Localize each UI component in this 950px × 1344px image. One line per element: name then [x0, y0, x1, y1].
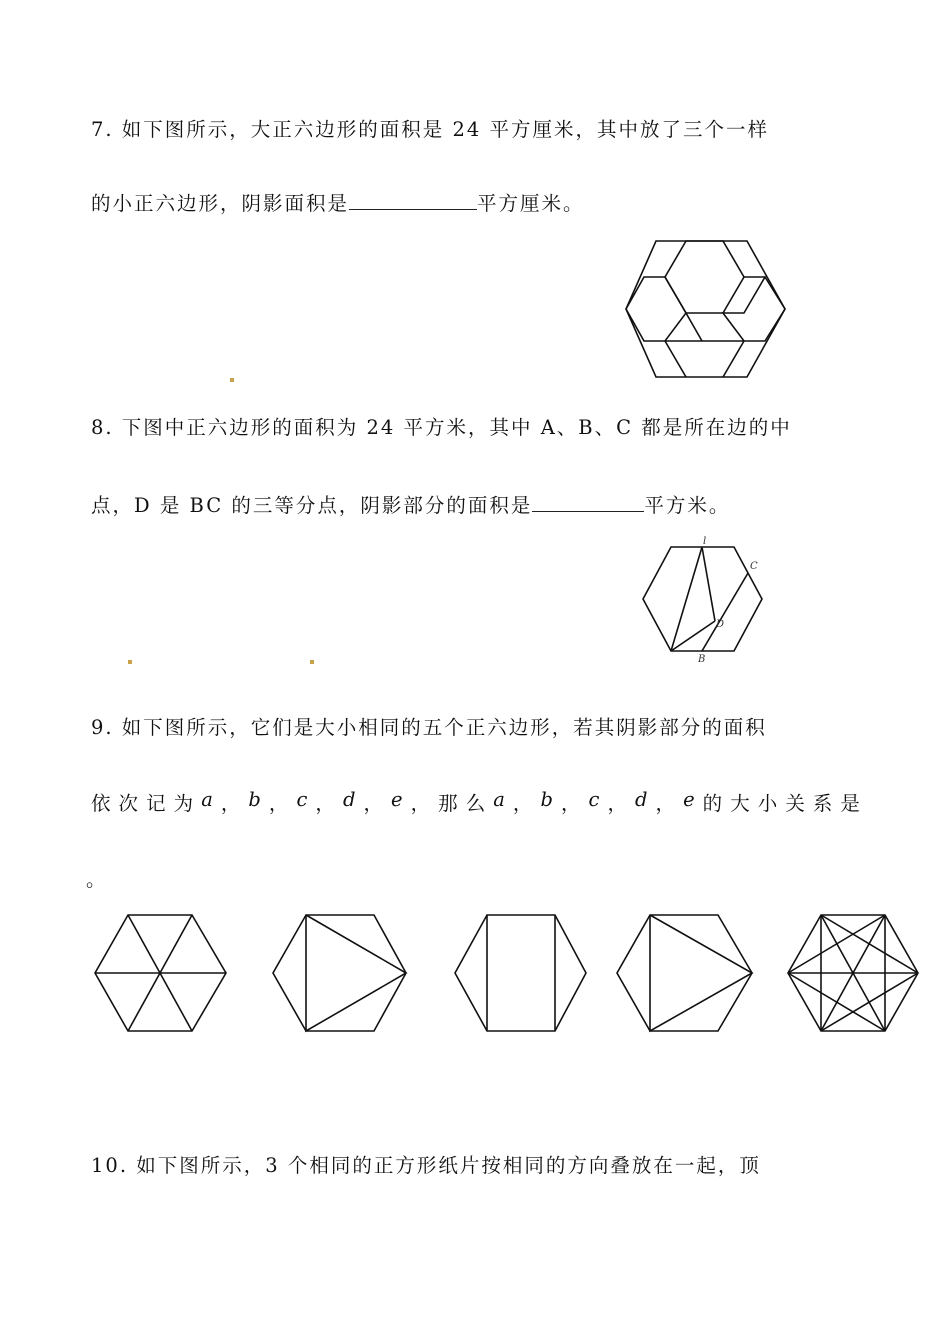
q9-var-a: a [201, 788, 213, 811]
q9-token: ， [410, 792, 431, 815]
q9-var-b: b [248, 788, 261, 811]
q7-hexagon-figure [620, 238, 790, 380]
q9-token: ， [315, 792, 335, 815]
q8-line-left-d [671, 621, 715, 651]
q9-token: 记 [146, 792, 166, 815]
q9-var-e: e [391, 788, 403, 811]
q9-token: 系 [812, 792, 833, 815]
q8-line2-after: 平方米。 [644, 494, 731, 517]
q8-label-b: B [698, 654, 706, 663]
q9-var-c: c [588, 788, 600, 811]
q9-hexagon-e [785, 912, 925, 1034]
q9-token: 次 [118, 792, 139, 815]
q9-token: 关 [785, 792, 805, 815]
q8-line1: 8. 下图中正六边形的面积为 24 平方米，其中 A、B、C 都是所在边的中 [91, 416, 792, 439]
q9-line3: 。 [86, 868, 108, 891]
q9-token: ， [220, 792, 241, 815]
stray-dot [230, 378, 234, 382]
q7-small-hexagon-right [723, 277, 785, 341]
q9-line1: 9. 如下图所示，它们是大小相同的五个正六边形，若其阴影部分的面积 [91, 716, 767, 739]
q9-token: 是 [840, 792, 860, 815]
q8-label-d: D [716, 619, 725, 630]
q9-token: ， [512, 792, 533, 815]
q8-hexagon [643, 547, 762, 651]
q7-line2-before: 的小正六边形，阴影面积是 [91, 192, 350, 215]
q9-token: 小 [757, 792, 778, 815]
q8-hexagon-figure [640, 535, 790, 663]
q7-small-hexagon-top [665, 241, 744, 313]
q9-token: ， [655, 792, 676, 815]
q9-hexagon-d [614, 912, 756, 1034]
q8-answer-blank[interactable] [532, 493, 644, 512]
q10-line1: 10. 如下图所示，3 个相同的正方形纸片按相同的方向叠放在一起，顶 [91, 1154, 761, 1177]
q7-answer-blank[interactable] [349, 191, 477, 210]
q8-line2-before: 点，D 是 BC 的三等分点，阴影部分的面积是 [91, 494, 533, 517]
q9-token: ， [363, 792, 383, 815]
q9-token: 的 [702, 792, 723, 815]
q9-token: 么 [465, 792, 486, 815]
q9-token: 为 [173, 792, 194, 815]
q9-var-d: d [342, 788, 356, 811]
q9-var-d: d [635, 788, 648, 811]
stray-dot [128, 660, 132, 664]
q9-token: 那 [438, 792, 458, 815]
stray-dot [310, 660, 314, 664]
q9-var-b: b [540, 788, 553, 811]
q8-line-a-left [671, 547, 702, 651]
q9-var-e: e [683, 788, 695, 811]
q9-token: ， [560, 792, 581, 815]
q7-small-hexagon-left [626, 277, 686, 341]
q8-label-c: C [750, 561, 758, 572]
q8-line-a-d [702, 547, 715, 621]
q9-token: ， [268, 792, 289, 815]
q9-hexagon-b [270, 912, 410, 1034]
q9-var-c: c [296, 788, 308, 811]
q7-line2 [91, 188, 585, 216]
q9-token: 大 [730, 792, 750, 815]
q9-line2 [91, 788, 860, 816]
q9-hexagon-a [92, 912, 232, 1034]
q9-token: 依 [91, 792, 111, 815]
q9-token: ， [607, 792, 627, 815]
q9-var-a: a [493, 788, 505, 811]
q7-line2-after: 平方厘米。 [477, 192, 585, 215]
q7-big-hexagon [626, 241, 785, 377]
q7-line1: 7. 如下图所示，大正六边形的面积是 24 平方厘米，其中放了三个一样 [91, 118, 770, 141]
q8-label-top: l [703, 536, 707, 547]
q8-line2 [91, 490, 730, 518]
q9-hexagon-c [452, 912, 592, 1034]
